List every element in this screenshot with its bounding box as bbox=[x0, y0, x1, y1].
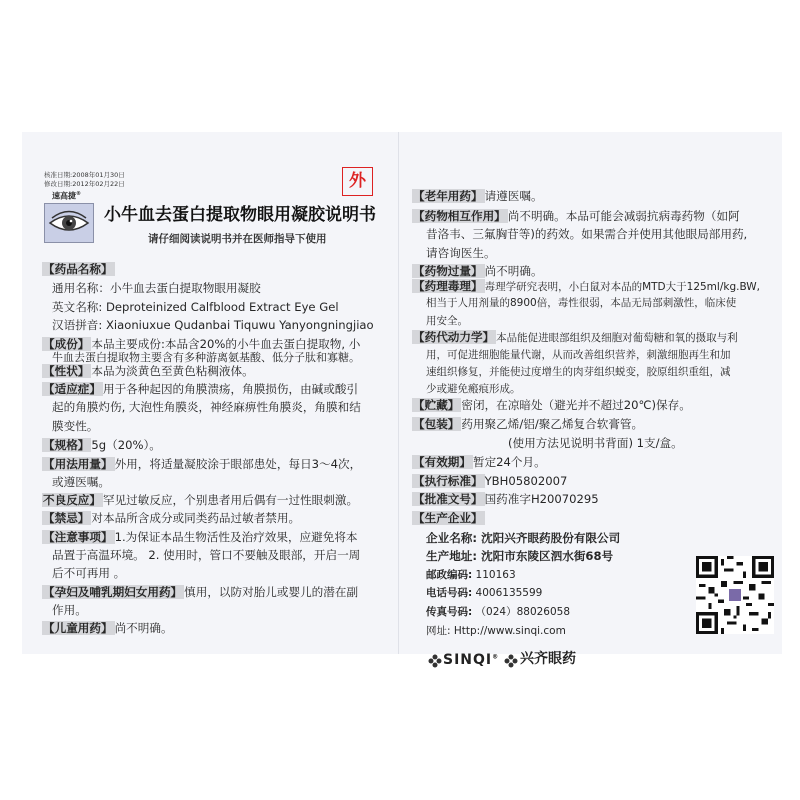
pregnancy-section: 【孕妇及哺乳期妇女用药】 慎用，以防对胎儿或婴儿的潜在副 bbox=[43, 585, 359, 599]
pharmacokinetics-line: 用，可促进细胞能量代谢，从而改善组织营养，刺激细胞再生和加 bbox=[426, 349, 731, 361]
pregnancy-line: 作用。 bbox=[52, 603, 87, 617]
pharmacokinetics-line: 少或避免瘢痕形成。 bbox=[426, 383, 521, 395]
composition-section: 【成份】 本品主要成份:本品含20%的小牛血去蛋白提取物, 小 bbox=[43, 337, 361, 351]
adverse-section: 不良反应】 罕见过敏反应，个别患者用后偶有一过性眼刺激。 bbox=[43, 493, 359, 507]
brand-name: 速高捷® bbox=[52, 191, 81, 201]
caution-line: 后不可再用 。 bbox=[52, 566, 126, 580]
sinqi-flower-icon bbox=[504, 653, 518, 672]
approval-number-section: 【批准文号】 国药准字H20070295 bbox=[413, 492, 599, 506]
eye-logo bbox=[44, 203, 94, 243]
usage-warning: 请仔细阅读说明书并在医师指导下使用 bbox=[148, 233, 327, 245]
logo-cn: 兴齐眼药 bbox=[520, 651, 576, 667]
package-section: 【包装】 药用聚乙烯/铝/聚乙烯复合软膏管。 bbox=[413, 417, 644, 431]
appearance-section: 【性状】 本品为淡黄色至黄色粘稠液体。 bbox=[43, 364, 254, 378]
indication-line: 起的角膜灼伤, 大泡性角膜炎，神经麻痹性角膜炎，角膜和结 bbox=[52, 400, 361, 414]
english-name: 英文名称: Deproteinized Calfblood Extract Eye Gel bbox=[52, 300, 339, 314]
standard-section: 【执行标准】 YBH05802007 bbox=[413, 474, 568, 488]
address-row: 生产地址: 沈阳市东陵区泗水街68号 bbox=[426, 549, 614, 563]
qr-code bbox=[696, 556, 774, 634]
generic-name: 通用名称：小牛血去蛋白提取物眼用凝胶 bbox=[52, 281, 261, 295]
dosage-section: 【用法用量】 外用，将适量凝胶涂于眼部患处，每日3～4次， bbox=[43, 457, 362, 471]
composition-line: 牛血去蛋白提取物主要含有多种游离氨基酸、低分子肽和寡糖。 bbox=[52, 351, 360, 364]
storage-section: 【贮藏】 密闭，在凉暗处（避光并不超过20℃)保存。 bbox=[413, 398, 691, 412]
caution-line: 品置于高温环境。 2. 使用时，管口不要触及眼部，开启一周 bbox=[52, 548, 361, 562]
fold-line bbox=[398, 132, 399, 654]
interaction-section: 【药物相互作用】 尚不明确。本品可能会减弱抗病毒药物（如阿 bbox=[413, 209, 740, 223]
package-line: (使用方法见说明书背面) 1支/盒。 bbox=[508, 436, 683, 450]
overdose-section: 【药物过量】 尚不明确。 bbox=[413, 264, 543, 278]
caution-section: 【注意事项】 1.为保证本品生物活性及治疗效果，应避免将本 bbox=[43, 530, 358, 544]
toxicology-line: 用安全。 bbox=[426, 315, 468, 327]
contraindication-section: 【禁忌】 对本品所含成分或同类药品过敏者禁用。 bbox=[43, 511, 301, 525]
postcode-row: 邮政编码: 110163 bbox=[426, 569, 516, 581]
page-title: 小牛血去蛋白提取物眼用凝胶说明书 bbox=[104, 205, 376, 225]
phone-row: 电话号码: 4006135599 bbox=[426, 587, 543, 599]
name-section: 【药品名称】 bbox=[43, 262, 113, 276]
indication-line: 膜变性。 bbox=[52, 419, 99, 433]
sinqi-flower-icon bbox=[428, 653, 442, 672]
indication-section: 【适应症】 用于各种起因的角膜溃疡，角膜损伤，由碱或酸引 bbox=[43, 382, 359, 396]
spec-section: 【规格】 5g（20%）。 bbox=[43, 438, 161, 452]
eye-icon bbox=[45, 204, 93, 242]
approval-date: 核准日期:2008年01月30日 bbox=[44, 171, 125, 179]
manufacturer-section: 【生产企业】 bbox=[413, 511, 483, 525]
company-row: 企业名称: 沈阳兴齐眼药股份有限公司 bbox=[426, 531, 621, 545]
pinyin-name: 汉语拼音: Xiaoniuxue Qudanbai Tiquwu Yanyongningjiao bbox=[52, 318, 374, 332]
pharmacokinetics-line: 速组织修复，并能使过度增生的肉芽组织蜕变，胶原组织重组，减 bbox=[426, 366, 731, 378]
validity-section: 【有效期】 暂定24个月。 bbox=[413, 455, 546, 469]
qr-code-icon bbox=[696, 556, 774, 634]
pharmacokinetics-section: 【药代动力学】 本品能促进眼部组织及细胞对葡萄糖和氧的摄取与利 bbox=[413, 330, 738, 344]
dosage-line: 或遵医嘱。 bbox=[52, 475, 110, 489]
website-row: 网址: Http://www.sinqi.com bbox=[426, 625, 566, 637]
interaction-line: 昔洛韦、三氟胸苷等)的药效。如果需合并使用其他眼局部用药, bbox=[426, 227, 748, 241]
toxicology-line: 相当于人用剂量的8900倍，毒性很弱，本品无局部刺激性，临床使 bbox=[426, 297, 737, 309]
children-section: 【儿童用药】 尚不明确。 bbox=[43, 621, 173, 635]
toxicology-section: 【药理毒理】 毒理学研究表明，小白鼠对本品的MTD大于125ml/kg.BW, bbox=[413, 279, 760, 293]
elderly-section: 【老年用药】 请遵医嘱。 bbox=[413, 189, 543, 203]
revision-date: 修改日期:2012年02月22日 bbox=[44, 180, 125, 188]
logo-en: SINQI® bbox=[443, 652, 500, 668]
external-use-badge: 外 bbox=[342, 167, 373, 196]
interaction-line: 请咨询医生。 bbox=[426, 246, 496, 260]
fax-row: 传真号码: （024）88026058 bbox=[426, 606, 571, 618]
